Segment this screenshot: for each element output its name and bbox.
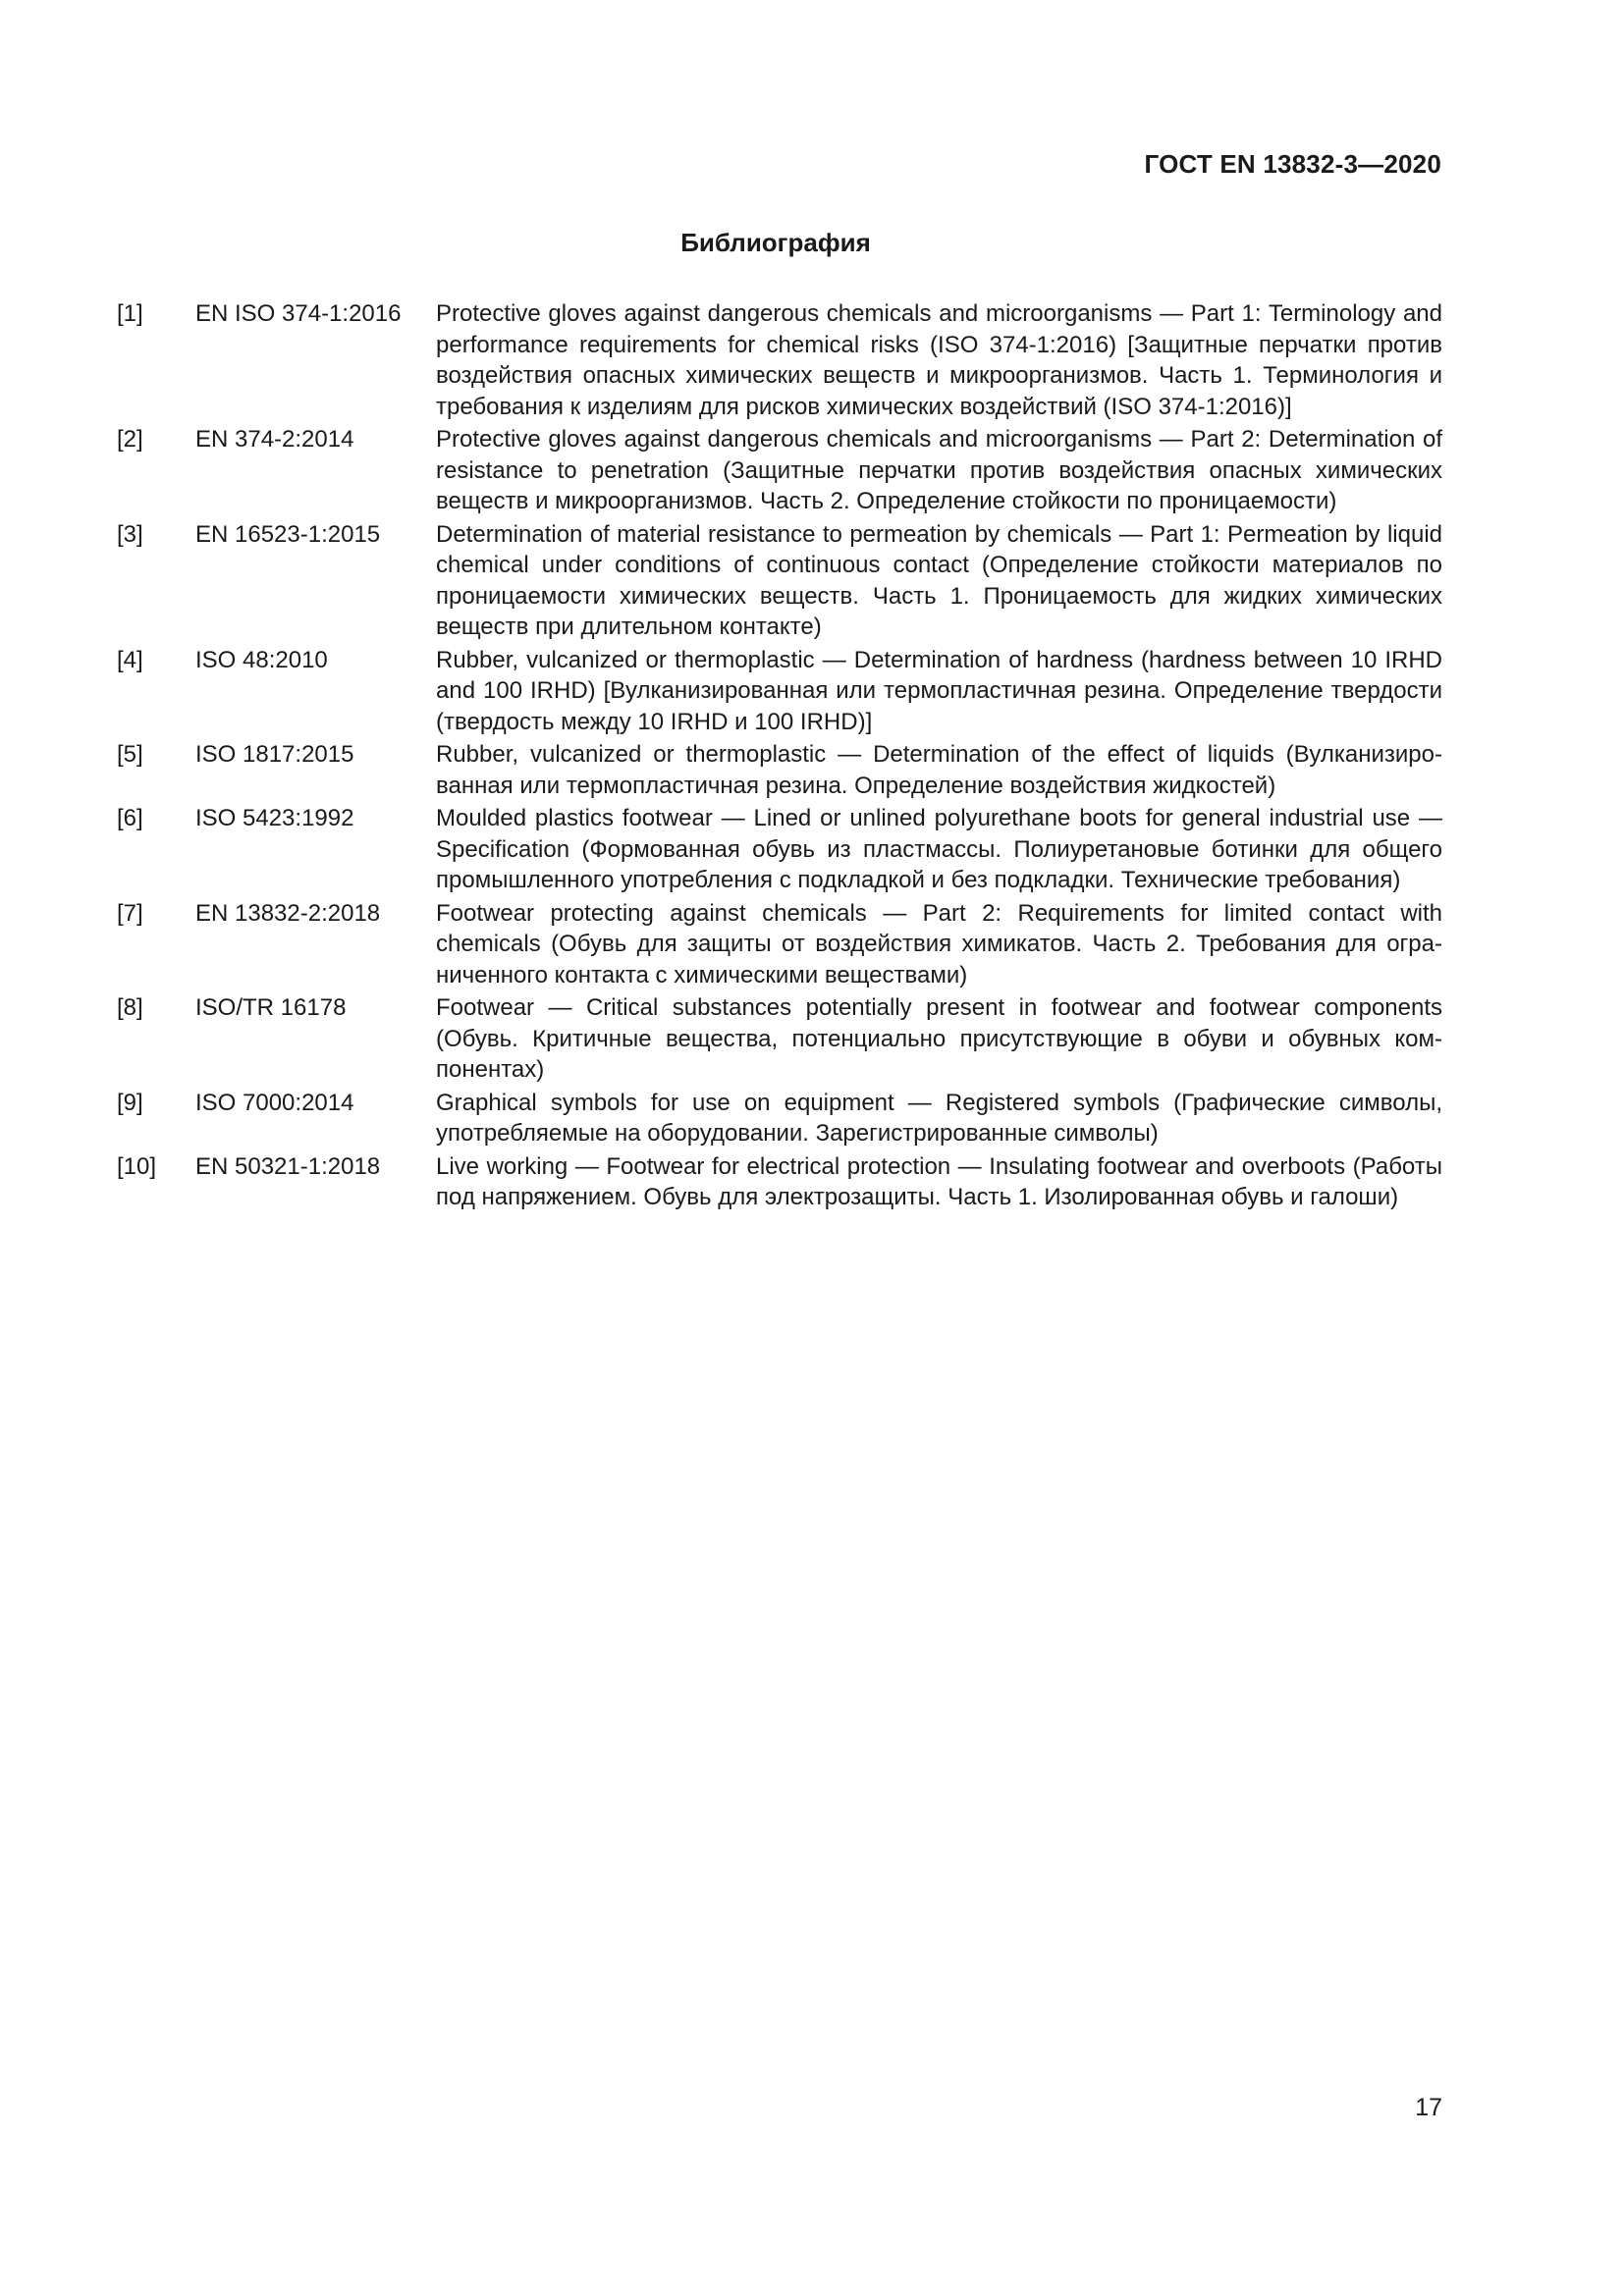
page-number: 17 — [1415, 2094, 1442, 2121]
entry-number: [5] — [117, 741, 143, 768]
entry-number: [4] — [117, 646, 143, 673]
entry-description: Protective gloves against dangerous chemicals and microorganisms — Part 2: Determination of resistance to penetration (Защитные перчатки против воздействия опасных химических веществ и микроорганизмов. Часть 2. Определение стойкости по проницаемости) — [436, 426, 1442, 514]
entry-number: [3] — [117, 520, 143, 548]
entry-number: [8] — [117, 994, 143, 1021]
bibliography-entry — [117, 898, 1442, 991]
entry-description: Footwear protecting against chemicals — Part 2: Requirements for limited contact with chemicals (Обувь для защиты от воздействия химикатов. Часть 2. Требования для ограниченного контакта с химическими веществами) — [436, 899, 1442, 988]
entry-description: Protective gloves against dangerous chemicals and microorganisms — Part 1: Terminology and performance requirements for chemical risks (ISO 374-1:2016) [Защитные перчатки против воздействия опасных химических веществ и микроорганизмов. Часть 1. Терминология и требования к изделиям для рисков химических воздействий (ISO 374-1:2016)] — [436, 300, 1442, 420]
entry-number: [6] — [117, 805, 143, 831]
entry-description: Moulded plastics footwear — Lined or unlined polyurethane boots for general industrial use — Specification (Формованная обувь из пластмассы. Полиуретановые ботинки для общего промышленного употребления с подкладкой и без подкладки. Технические требования) — [436, 805, 1442, 893]
bibliography-entry — [117, 739, 1442, 801]
bibliography-entry — [117, 424, 1442, 517]
bibliography-title: Библиография — [680, 228, 871, 257]
bibliography-entry — [117, 1088, 1442, 1149]
entry-standard-code: EN 16523-1:2015 — [195, 520, 381, 548]
bibliography-entry — [117, 992, 1442, 1086]
bibliography-entry — [117, 298, 1442, 422]
entry-description: Footwear — Critical substances potentially present in footwear and footwear components (Обувь. Критичные вещества, потенциально присутствующие в обуви и обувных компонентах) — [436, 994, 1442, 1083]
entry-standard-code: ISO 48:2010 — [195, 646, 328, 673]
bibliography-entry — [117, 645, 1442, 738]
entry-description: Determination of material resistance to permeation by chemicals — Part 1: Permeation by liquid chemical under conditions of continuous contact (Определение стойкости материалов по проницаемости химических веществ. Часть 1. Проницаемость для жидких химических веществ при длительном контакте) — [436, 520, 1442, 640]
entry-description: Live working — Footwear for electrical protection — Insulating footwear and overboots (Работы под напряжением. Обувь для электрозащиты. Часть 1. Изолированная обувь и галоши) — [436, 1152, 1442, 1210]
bibliography-entry — [117, 1151, 1442, 1213]
entry-standard-code: ISO/TR 16178 — [195, 994, 347, 1021]
entry-standard-code: ISO 7000:2014 — [195, 1089, 354, 1116]
entry-standard-code: EN ISO 374-1:2016 — [195, 300, 402, 327]
entry-standard-code: ISO 5423:1992 — [195, 805, 354, 831]
entry-description: Graphical symbols for use on equipment — Registered symbols (Графические символы, употребляемые на оборудовании. Зарегистрированные символы) — [436, 1089, 1442, 1147]
document-code-header: ГОСТ EN 13832-3—2020 — [1144, 149, 1441, 179]
bibliography-list — [117, 298, 1442, 1215]
bibliography-entry — [117, 803, 1442, 896]
entry-standard-code: EN 50321-1:2018 — [195, 1152, 381, 1180]
entry-number: [7] — [117, 899, 143, 927]
entry-standard-code: ISO 1817:2015 — [195, 741, 354, 768]
entry-number: [9] — [117, 1089, 143, 1116]
entry-description: Rubber, vulcanized or thermoplastic — Determination of hardness (hardness between 10 IRHD and 100 IRHD) [Вулканизированная или термопластичная резина. Определение твердости (твердость между 10 IRHD и 100 IRHD)] — [436, 646, 1442, 735]
entry-standard-code: EN 374-2:2014 — [195, 426, 354, 453]
entry-number: [10] — [117, 1152, 157, 1180]
entry-number: [2] — [117, 426, 143, 453]
bibliography-entry — [117, 519, 1442, 643]
entry-description: Rubber, vulcanized or thermoplastic — Determination of the effect of liquids (Вулканизированная или термопластичная резина. Определение воздействия жидкостей) — [436, 741, 1442, 799]
entry-standard-code: EN 13832-2:2018 — [195, 899, 381, 927]
entry-number: [1] — [117, 300, 143, 327]
